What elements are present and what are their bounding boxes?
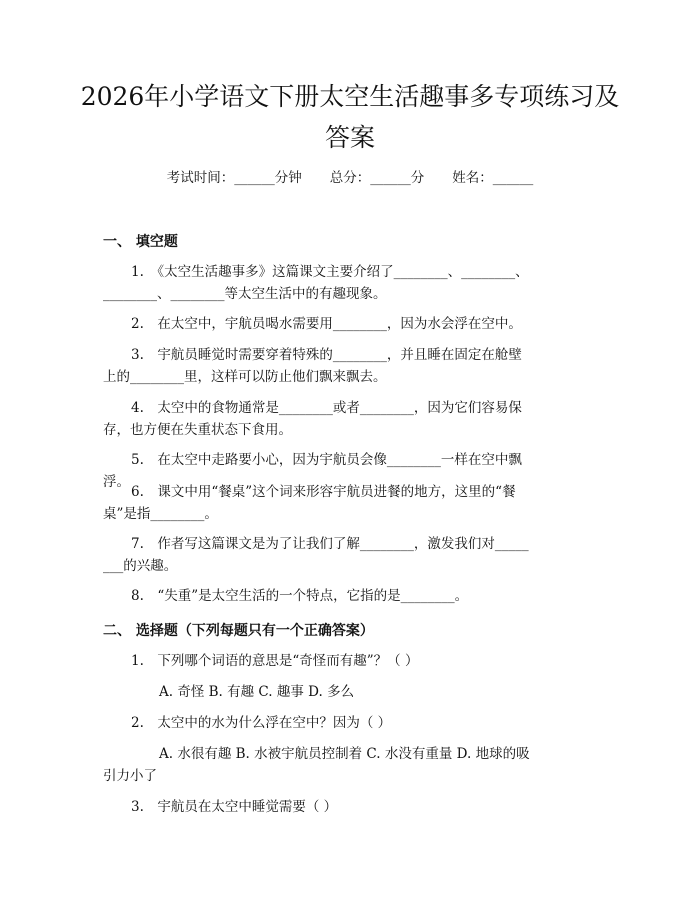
- choice-question-stem: 1. 下列哪个词语的意思是“奇怪而有趣”？（ ）: [131, 653, 419, 669]
- question-item: 5. 在太空中走路要小心，因为宇航员会像________一样在空中飘浮。: [103, 452, 522, 490]
- question-item: 7. 作者写这篇课文是为了让我们了解________，激发我们对________的兴趣。: [103, 536, 529, 574]
- question-item: 6. 课文中用“餐桌”这个词来形容宇航员进餐的地方，这里的“餐桌”是指________。: [103, 484, 516, 522]
- choice-options: A. 水很有趣 B. 水被宇航员控制着 C. 水没有重量 D. 地球的吸引力小了: [103, 746, 530, 784]
- choice-question-stem: 2. 太空中的水为什么浮在空中？因为（ ）: [131, 715, 392, 731]
- question-item: 4. 太空中的食物通常是________或者________，因为它们容易保存，也方便在失重状态下食用。: [103, 400, 522, 438]
- student-name-field: 姓名：______: [452, 170, 534, 186]
- question-item: 3. 宇航员睡觉时需要穿着特殊的________，并且睡在固定在舱壁上的________里，这样可以防止他们飘来飘去。: [103, 347, 522, 385]
- exam-time-field: 考试时间：______分钟: [166, 170, 302, 186]
- choice-options: A. 奇怪 B. 有趣 C. 趣事 D. 多么: [159, 684, 355, 700]
- question-item: 2. 在太空中，宇航员喝水需要用________，因为水会浮在空中。: [131, 316, 522, 332]
- exam-info-line: [0, 168, 700, 188]
- section-heading-multiple-choice: 二、 选择题（下列每题只有一个正确答案）: [103, 623, 374, 639]
- question-item: 8. “失重”是太空生活的一个特点，它指的是________。: [131, 588, 469, 604]
- section-heading-fill-blank: 一、 填空题: [103, 234, 178, 250]
- total-score-field: 总分：______分: [329, 170, 425, 186]
- page-title: 2026年小学语文下册太空生活趣事多专项练习及答案: [80, 82, 620, 152]
- question-item: 1. 《太空生活趣事多》这篇课文主要介绍了________、________、________、________等太空生活中的有趣现象。: [103, 264, 529, 302]
- choice-question-stem: 3. 宇航员在太空中睡觉需要（ ）: [131, 799, 338, 815]
